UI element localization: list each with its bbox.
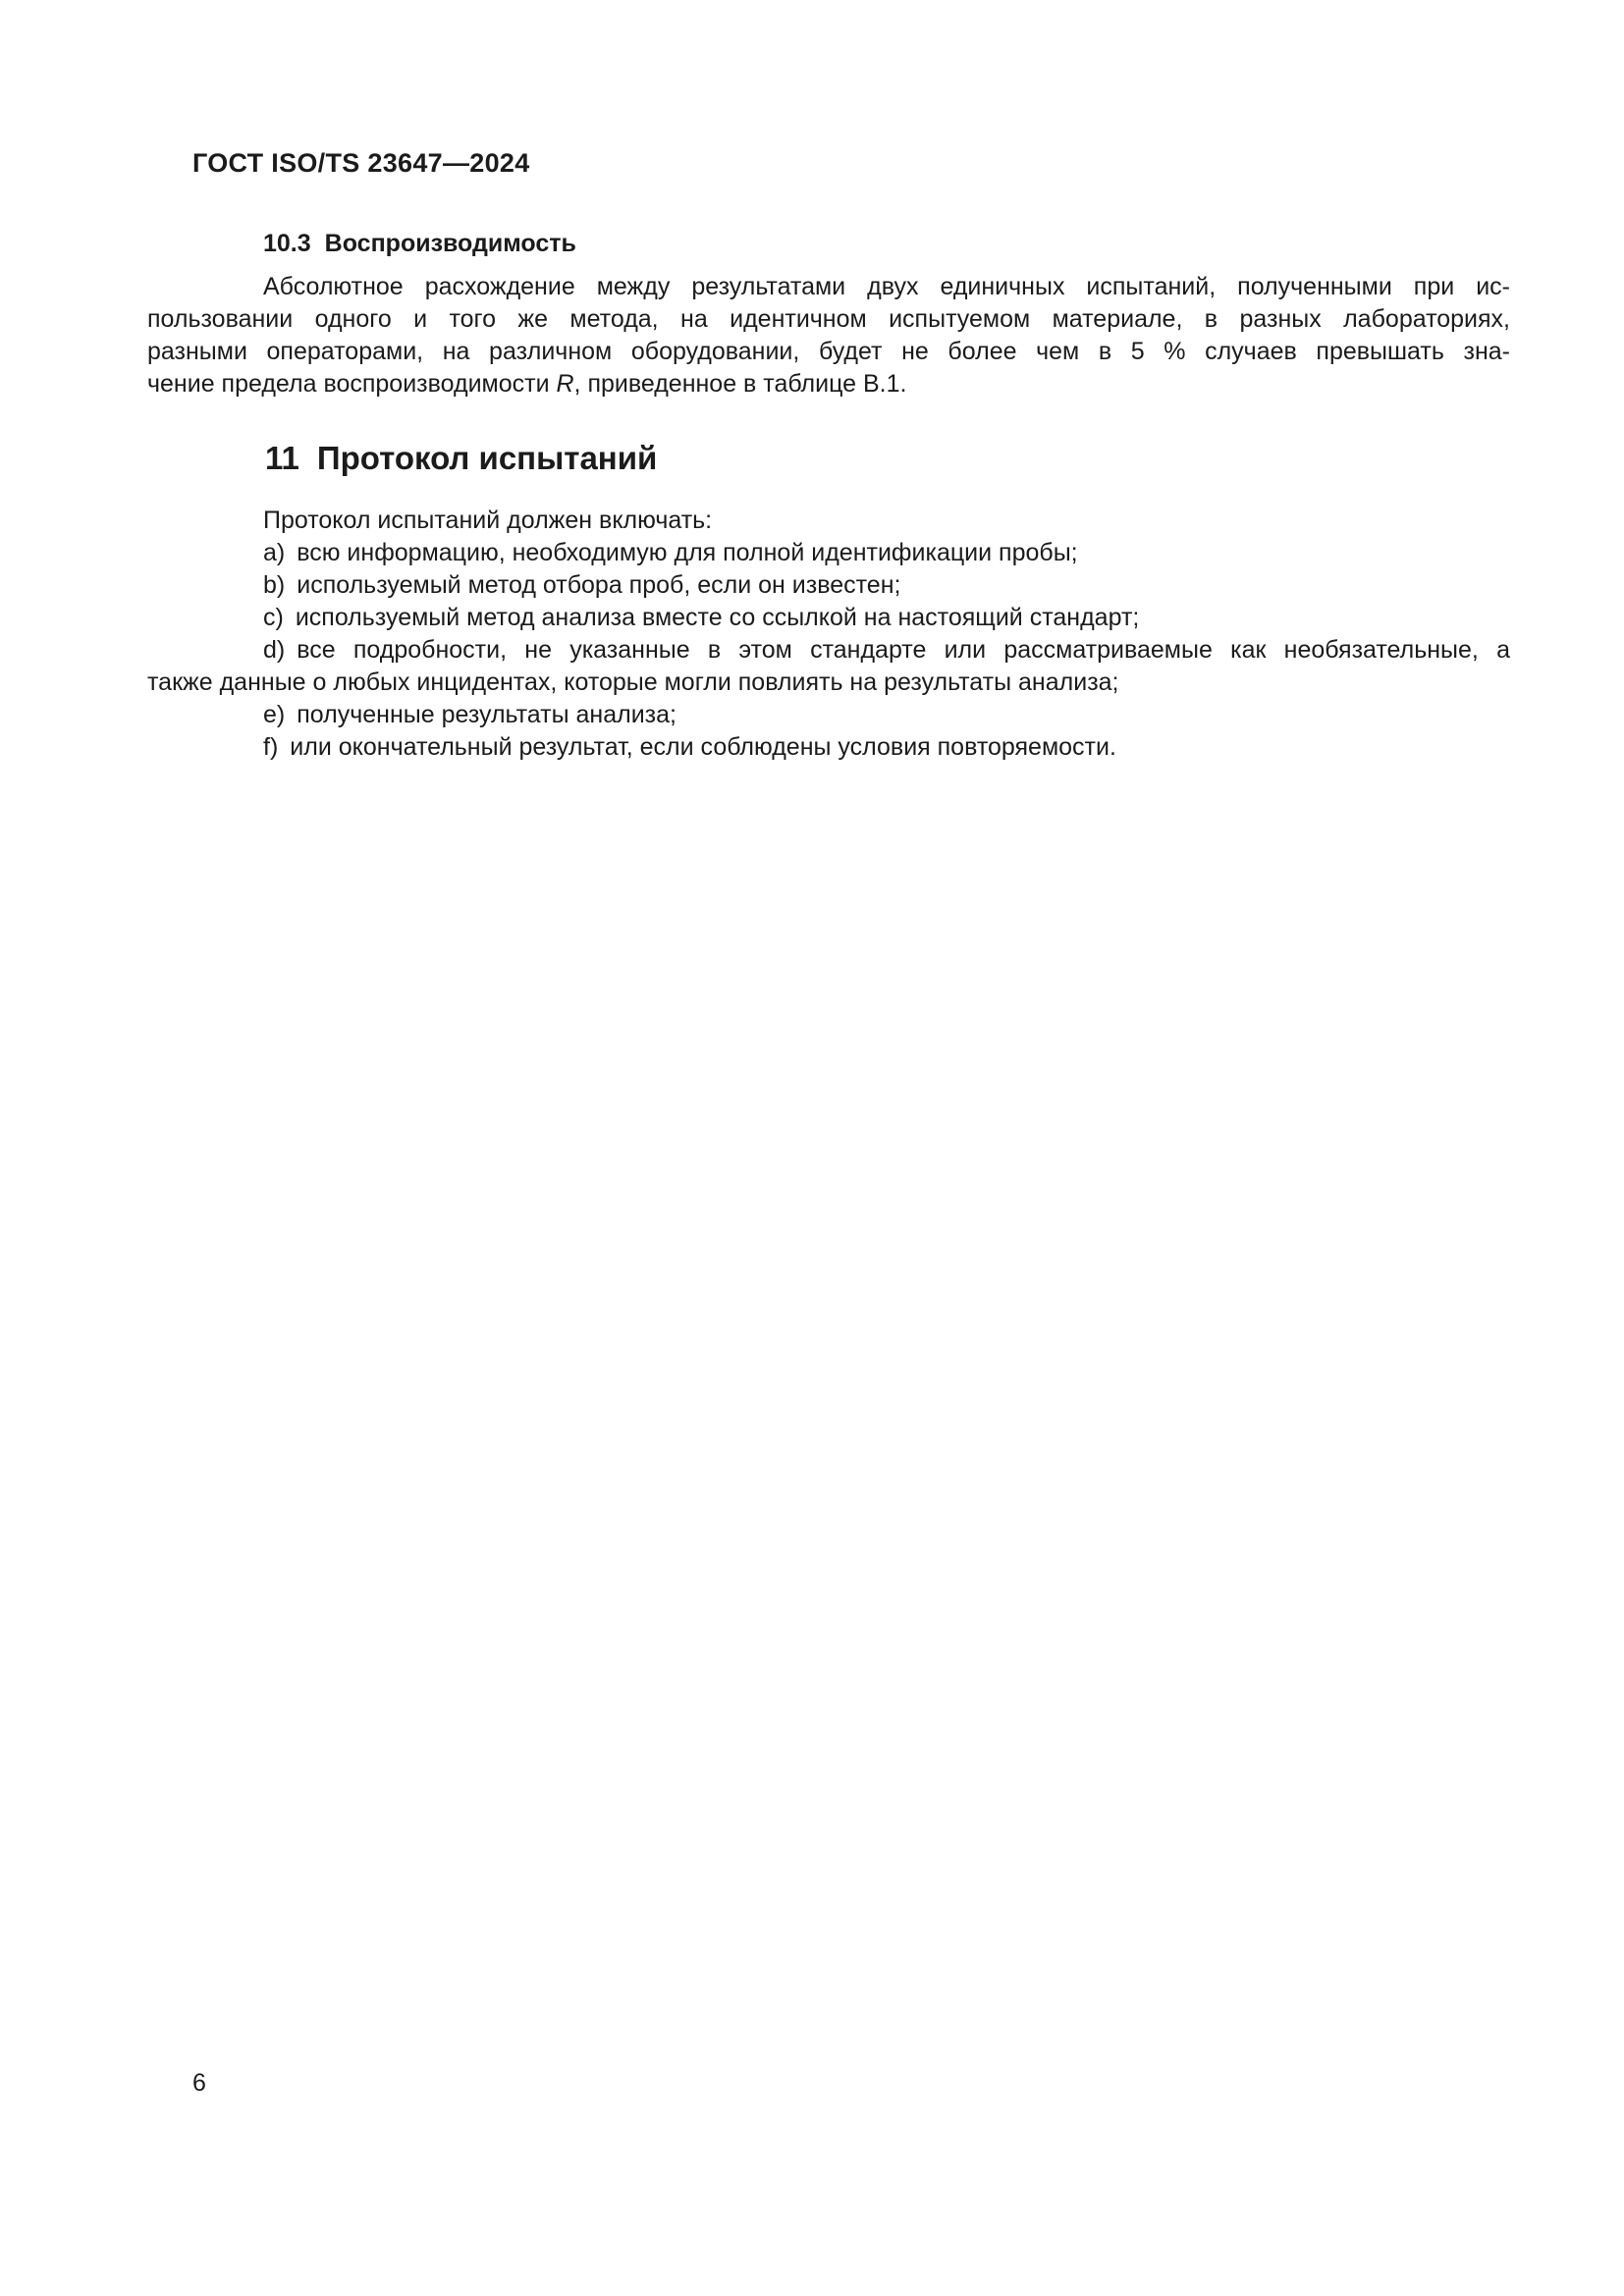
list-item-d [147, 634, 1510, 667]
section-10-3-heading [263, 232, 576, 256]
section-10-3-title: Воспроизводимость [324, 230, 576, 257]
paragraph-line: разными операторами, на различном оборудовании, будет не более чем в 5 % случаев превышать зна- [147, 338, 1510, 365]
paragraph-line: Абсолютное расхождение между результатами двух единичных испытаний, полученными при ис- [263, 273, 1510, 300]
section-10-3-paragraph [147, 271, 1510, 400]
list-item-c-label: c) [263, 604, 284, 631]
list-item-d-text: все подробности, не указанные в этом стандарте или рассматриваемые как необязательные, а [297, 636, 1510, 664]
list-item-b-text: используемый метод отбора проб, если он известен; [297, 571, 901, 599]
paragraph-line-text: чение предела воспроизводимости [147, 370, 557, 398]
running-header: ГОСТ ISO/TS 23647—2024 [192, 148, 530, 178]
list-item-a [147, 537, 1510, 569]
list-item-e [147, 699, 1510, 731]
paragraph-line [147, 368, 1510, 400]
section-10-3-number: 10.3 [263, 230, 311, 257]
list-item-a-label: a) [263, 539, 286, 566]
list-item-a-text: всю информацию, необходимую для полной идентификации пробы; [297, 539, 1078, 566]
list-item-f-text: или окончательный результат, если соблюдены условия повторяемости. [290, 733, 1116, 761]
section-11-title: Протокол испытаний [316, 440, 658, 476]
list-item-c-text: используемый метод анализа вместе со ссылкой на настоящий стандарт; [295, 604, 1140, 631]
paragraph-line: пользовании одного и того же метода, на идентичном испытуемом материале, в разных лабораториях, [147, 305, 1510, 333]
section-11-intro: Протокол испытаний должен включать: [263, 507, 713, 534]
test-report-list [147, 537, 1510, 764]
list-item-f [147, 731, 1510, 764]
list-item-d-continuation [147, 667, 1510, 699]
list-item-e-label: e) [263, 701, 286, 728]
list-item-d-text: также данные о любых инцидентах, которые могли повлиять на результаты анализа; [147, 668, 1119, 696]
section-11-heading [265, 442, 657, 474]
list-item-f-label: f) [263, 733, 279, 761]
paragraph-line-text: , приведенное в таблице В.1. [573, 370, 907, 398]
list-item-d-label: d) [263, 636, 286, 664]
list-item-b-label: b) [263, 571, 286, 599]
list-item-c [147, 602, 1510, 634]
reproducibility-symbol: R [556, 370, 574, 398]
list-item-e-text: полученные результаты анализа; [297, 701, 677, 728]
section-11-number: 11 [265, 440, 299, 476]
page-number: 6 [192, 2069, 206, 2097]
list-item-b [147, 569, 1510, 602]
